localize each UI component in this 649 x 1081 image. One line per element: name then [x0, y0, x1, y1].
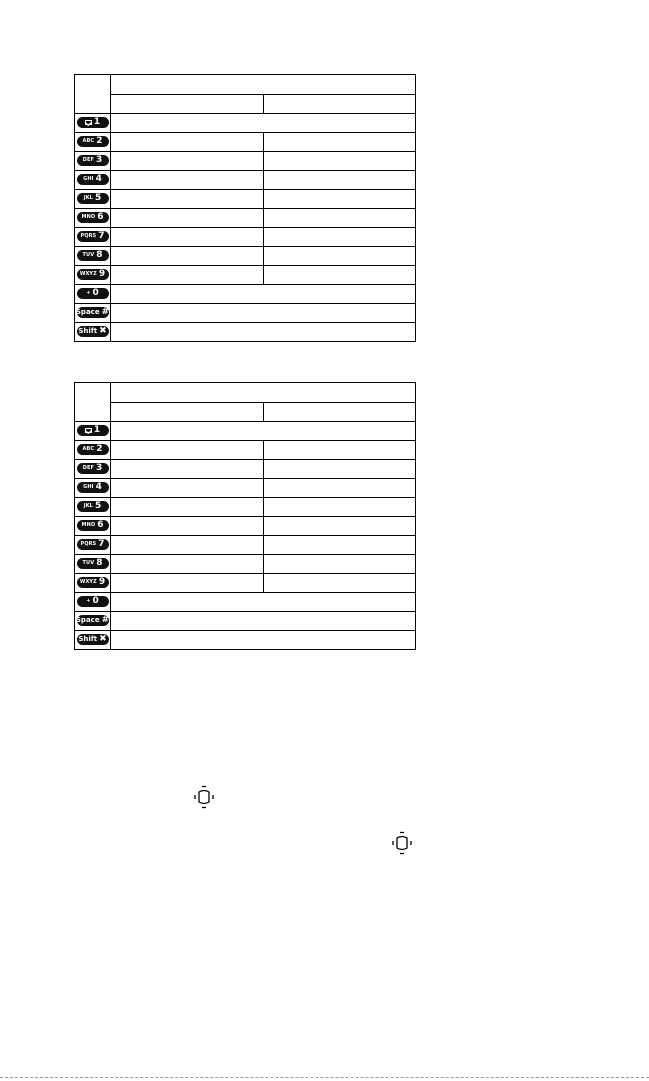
value-cell-left	[111, 441, 264, 460]
key-cell	[75, 536, 111, 555]
value-cell-right	[263, 266, 416, 285]
keypad-key-icon	[77, 250, 109, 261]
value-cell-right	[263, 228, 416, 247]
key-cell	[75, 152, 111, 171]
footer-rule	[0, 1077, 649, 1078]
table-row	[75, 133, 416, 152]
key-digit: 0	[92, 288, 99, 299]
value-cell-right	[263, 574, 416, 593]
keypad-key-icon	[77, 615, 109, 626]
value-cell-left	[111, 555, 264, 574]
table-row	[75, 498, 416, 517]
key-digit: ✖	[99, 326, 107, 337]
key-letters: JKL	[83, 195, 93, 202]
value-cell-left	[111, 171, 264, 190]
key-digit: 9	[98, 269, 106, 280]
value-cell-right	[263, 460, 416, 479]
key-letters: PQRS	[80, 541, 97, 548]
value-cell	[111, 285, 416, 304]
key-digit: 4	[95, 482, 102, 493]
table-row	[75, 228, 416, 247]
value-cell	[111, 114, 416, 133]
key-letters: TUV	[82, 560, 95, 567]
table-row	[75, 247, 416, 266]
keypad-key-icon	[77, 539, 109, 550]
key-digit: 5	[94, 501, 102, 512]
value-cell-right	[263, 247, 416, 266]
key-letters: JKL	[83, 503, 93, 510]
key-digit: 7	[98, 539, 105, 550]
keypad-key-icon	[77, 577, 109, 588]
key-digit: 2	[96, 444, 103, 455]
table-row	[75, 285, 416, 304]
keypad-key-icon	[77, 231, 109, 242]
value-cell	[111, 631, 416, 650]
table-row	[75, 479, 416, 498]
key-letters: GHI	[83, 484, 94, 491]
envelope-icon	[85, 120, 92, 125]
header-subcell-left	[111, 402, 264, 422]
value-cell-right	[263, 441, 416, 460]
value-cell-right	[263, 171, 416, 190]
keypad-key-icon	[77, 558, 109, 569]
key-letters: GHI	[83, 176, 94, 183]
keypad-key-icon	[77, 520, 109, 531]
table-row	[75, 152, 416, 171]
keypad-key-icon	[77, 463, 109, 474]
key-cell	[75, 422, 111, 441]
key-cell	[75, 266, 111, 285]
key-digit: 5	[94, 193, 102, 204]
key-cell	[75, 441, 111, 460]
value-cell-right	[263, 190, 416, 209]
key-digit: ✖	[99, 634, 107, 645]
key-letters: +	[86, 598, 91, 605]
keypad-key-icon	[77, 193, 109, 204]
key-digit: 9	[98, 577, 106, 588]
keypad-key-icon	[77, 444, 109, 455]
value-cell-right	[263, 209, 416, 228]
key-letters: ABC	[82, 446, 95, 453]
table-row	[75, 209, 416, 228]
key-word: Shift	[78, 327, 98, 336]
navigation-key-icon	[390, 831, 414, 855]
key-cell	[75, 479, 111, 498]
key-digit: 6	[97, 520, 104, 531]
key-cell	[75, 285, 111, 304]
key-digit: 3	[96, 155, 103, 166]
value-cell-left	[111, 574, 264, 593]
table-row	[75, 460, 416, 479]
keypad-key-icon	[77, 326, 109, 337]
key-cell	[75, 517, 111, 536]
value-cell	[111, 323, 416, 342]
table-row	[75, 266, 416, 285]
value-cell-left	[111, 517, 264, 536]
key-letters: MNO	[81, 522, 96, 529]
table-row	[75, 593, 416, 612]
table-row	[75, 304, 416, 323]
table-row	[75, 631, 416, 650]
header-corner-cell	[75, 383, 111, 422]
envelope-icon	[85, 428, 92, 433]
key-cell	[75, 612, 111, 631]
key-digit: 2	[96, 136, 103, 147]
value-cell-left	[111, 266, 264, 285]
keypad-key-icon	[77, 307, 109, 318]
keypad-key-icon	[77, 596, 109, 607]
key-digit: 7	[98, 231, 105, 242]
key-cell	[75, 114, 111, 133]
header-cell	[111, 383, 416, 403]
key-digit: #	[101, 307, 110, 318]
keypad-key-icon	[77, 482, 109, 493]
key-cell	[75, 555, 111, 574]
key-digit: 8	[96, 558, 103, 569]
navigation-key-icon	[192, 785, 216, 809]
key-letters: TUV	[82, 252, 95, 259]
key-letters: ABC	[82, 138, 95, 145]
key-cell	[75, 323, 111, 342]
key-cell	[75, 498, 111, 517]
value-cell-left	[111, 479, 264, 498]
key-cell	[75, 190, 111, 209]
keypad-key-icon	[77, 425, 109, 436]
value-cell-left	[111, 228, 264, 247]
header-subcell-left	[111, 94, 264, 114]
value-cell-right	[263, 555, 416, 574]
value-cell-left	[111, 209, 264, 228]
header-corner-cell	[75, 75, 111, 114]
table-row	[75, 114, 416, 133]
keypad-key-icon	[77, 117, 109, 128]
keypad-key-icon	[77, 501, 109, 512]
value-cell	[111, 422, 416, 441]
key-mapping-table-1	[74, 74, 416, 342]
table-row	[75, 555, 416, 574]
keypad-key-icon	[77, 155, 109, 166]
key-cell	[75, 133, 111, 152]
value-cell-left	[111, 247, 264, 266]
keypad-key-icon	[77, 212, 109, 223]
key-word: Space	[75, 616, 100, 625]
key-cell	[75, 593, 111, 612]
value-cell-right	[263, 479, 416, 498]
value-cell-right	[263, 536, 416, 555]
key-mapping-table-2	[74, 382, 416, 650]
key-letters: PQRS	[80, 233, 97, 240]
key-digit: 1	[93, 117, 101, 128]
key-cell	[75, 574, 111, 593]
key-digit: 1	[93, 425, 101, 436]
value-cell	[111, 612, 416, 631]
value-cell	[111, 593, 416, 612]
value-cell-right	[263, 133, 416, 152]
table-row	[75, 422, 416, 441]
header-cell	[111, 75, 416, 95]
value-cell-left	[111, 152, 264, 171]
key-letters: DEF	[82, 465, 95, 472]
value-cell-left	[111, 190, 264, 209]
value-cell-left	[111, 498, 264, 517]
key-cell	[75, 228, 111, 247]
header-subcell-right	[263, 94, 416, 114]
keypad-key-icon	[77, 288, 109, 299]
table-row	[75, 441, 416, 460]
key-digit: 0	[92, 596, 99, 607]
key-word: Shift	[78, 635, 98, 644]
key-digit: 3	[96, 463, 103, 474]
key-digit: 4	[95, 174, 102, 185]
table-row	[75, 171, 416, 190]
table-row	[75, 574, 416, 593]
value-cell-right	[263, 152, 416, 171]
keypad-key-icon	[77, 634, 109, 645]
header-subcell-right	[263, 402, 416, 422]
key-letters: WXYZ	[79, 579, 97, 586]
table-row	[75, 612, 416, 631]
key-letters: WXYZ	[79, 271, 97, 278]
key-letters: MNO	[81, 214, 96, 221]
key-cell	[75, 171, 111, 190]
key-cell	[75, 247, 111, 266]
value-cell-left	[111, 536, 264, 555]
value-cell-right	[263, 517, 416, 536]
keypad-key-icon	[77, 174, 109, 185]
table-row	[75, 517, 416, 536]
key-cell	[75, 460, 111, 479]
key-cell	[75, 209, 111, 228]
table-row	[75, 190, 416, 209]
key-letters: DEF	[82, 157, 95, 164]
key-digit: 6	[97, 212, 104, 223]
key-digit: #	[101, 615, 110, 626]
key-digit: 8	[96, 250, 103, 261]
table-row	[75, 323, 416, 342]
value-cell-left	[111, 460, 264, 479]
value-cell-right	[263, 498, 416, 517]
keypad-key-icon	[77, 269, 109, 280]
key-word: Space	[75, 308, 100, 317]
table-row	[75, 536, 416, 555]
keypad-key-icon	[77, 136, 109, 147]
key-cell	[75, 304, 111, 323]
value-cell-left	[111, 133, 264, 152]
key-cell	[75, 631, 111, 650]
value-cell	[111, 304, 416, 323]
key-letters: +	[86, 290, 91, 297]
